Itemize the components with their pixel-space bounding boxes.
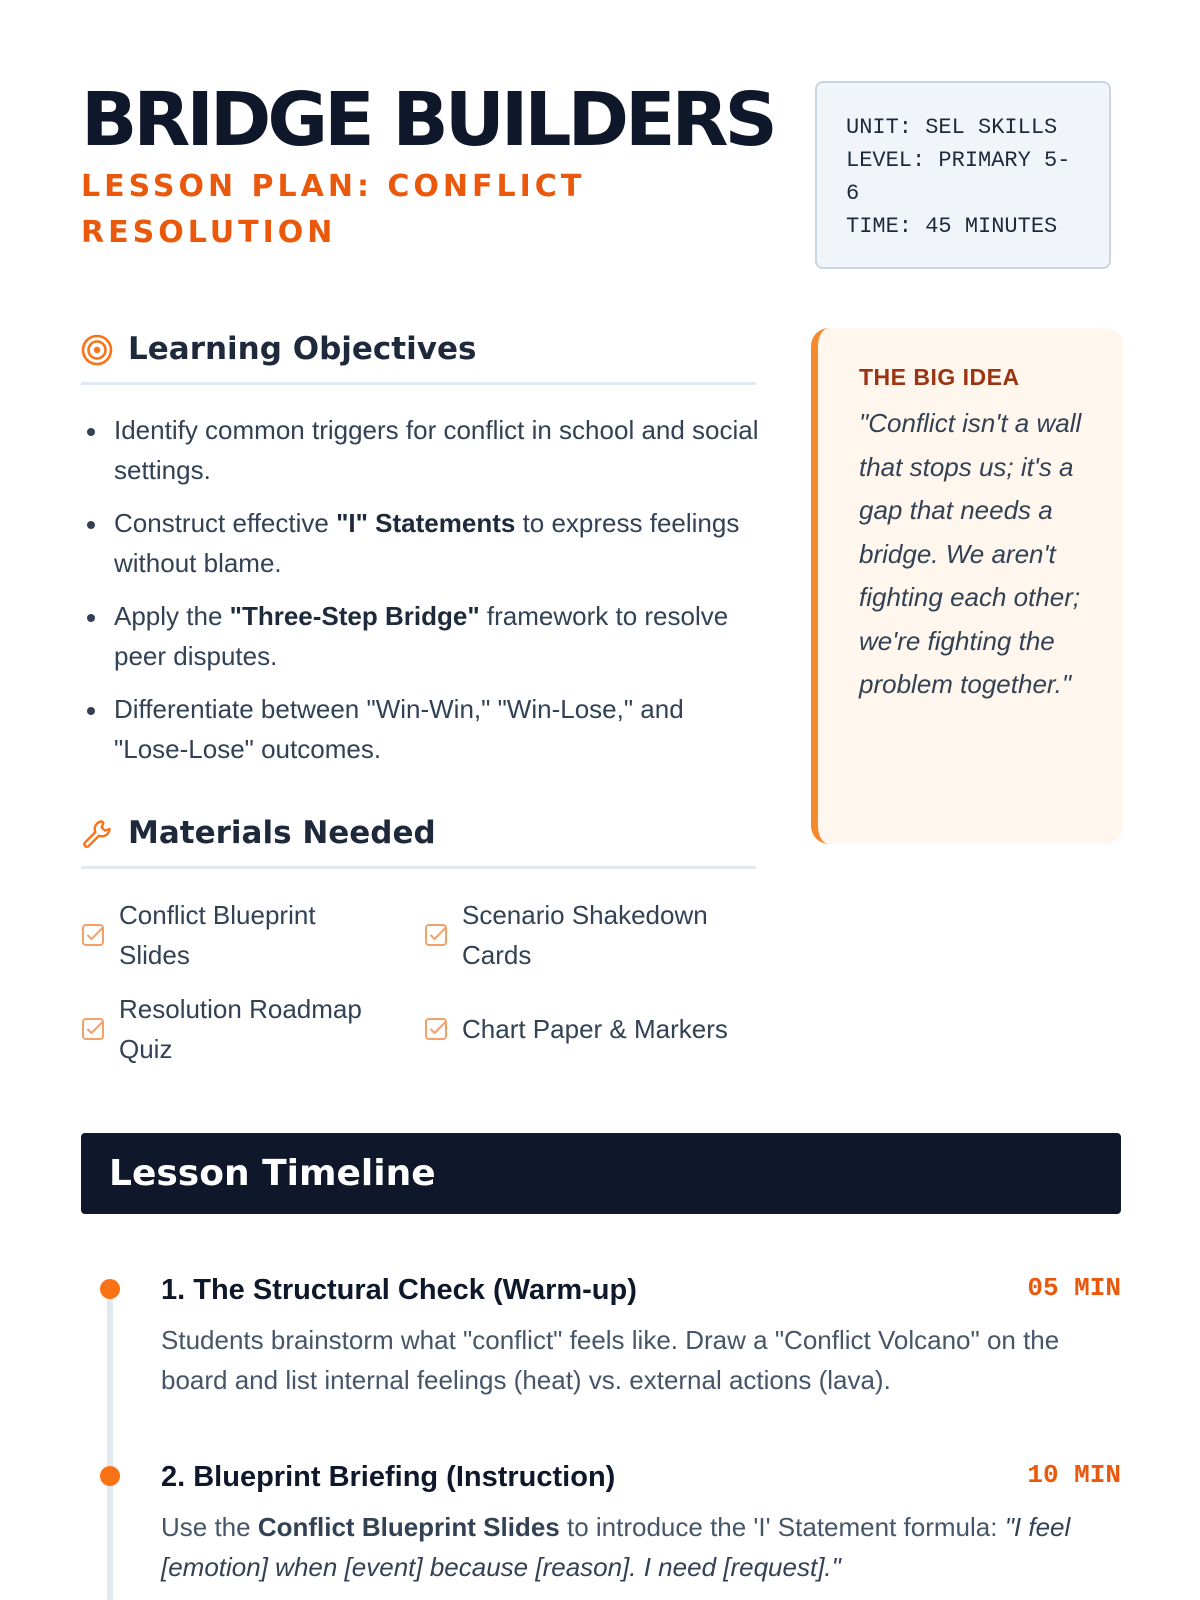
objective-text: framework to resolve peer disputes. [114,601,729,671]
step-title: 2. Blueprint Briefing (Instruction) [161,1461,616,1493]
material-item [424,989,728,1069]
step-duration: 05 MIN [1027,1273,1121,1303]
timeline-heading: Lesson Timeline [109,1153,436,1194]
step-description: Students brainstorm what "conflict" feels like. Draw a "Conflict Volcano" on the board and list internal feelings (heat) vs. external actions (lava). [161,1325,1060,1395]
objectives-heading: Learning Objectives [128,331,477,367]
materials-heading: Materials Needed [128,815,436,851]
checkbox-icon [81,923,105,947]
meta-level-cont: 6 [846,181,860,206]
material-label [119,895,316,975]
bullet-icon [87,614,95,622]
meta-unit: UNIT: SEL SKILLS [846,115,1058,140]
material-item [81,895,316,975]
page-subtitle: LESSON PLAN: CONFLICT RESOLUTION [81,169,586,250]
checkbox-icon [424,923,448,947]
objective-emphasis: "Three-Step Bridge" [229,601,480,631]
materials-grid [81,895,761,1085]
material-label-line: Cards [462,940,532,970]
step-duration: 10 MIN [1027,1460,1121,1490]
materials-header [81,810,756,869]
step-desc-text: Use the [161,1512,258,1542]
material-item [424,895,708,975]
timeline-dot-icon [100,1279,120,1299]
list-item [81,596,761,676]
step-desc-formula: "I feel [emotion] when [event] because [reason]. I need [request]." [161,1512,1071,1582]
bullet-icon [87,521,95,529]
objective-text: Apply the [114,601,230,631]
wrench-icon [81,818,113,850]
list-item [81,410,761,490]
objective-emphasis: "I" Statements [336,508,516,538]
checkbox-icon [424,1017,448,1041]
objective-text: to express feelings without blame. [114,508,740,578]
material-label [462,895,708,975]
lesson-meta-box [815,81,1111,269]
meta-time: TIME: 45 MINUTES [846,214,1058,239]
list-item [81,503,761,583]
material-label-line: Resolution Roadmap [119,994,362,1024]
objectives-list [81,410,761,782]
timeline-line [107,1288,113,1600]
bullet-icon [87,428,95,436]
step-description [161,1507,1121,1587]
list-item [81,689,761,769]
material-label-line: Slides [119,940,190,970]
page-title: BRIDGE BUILDERS [81,77,774,163]
big-idea-callout [811,328,1123,844]
meta-level: LEVEL: PRIMARY 5- [846,148,1071,173]
step-title: 1. The Structural Check (Warm-up) [161,1274,637,1306]
objective-text: Construct effective [114,508,337,538]
step-desc-emphasis: Conflict Blueprint Slides [257,1512,560,1542]
objective-text: Identify common triggers for conflict in school and social settings. [114,415,759,485]
bullet-icon [87,707,95,715]
target-icon [81,334,113,366]
checkbox-icon [81,1017,105,1041]
big-idea-label: THE BIG IDEA [859,364,1020,390]
big-idea-quote: "Conflict isn't a wall that stops us; it's a gap that needs a bridge. We aren't fighting each other; we're fighting the problem together." [859,408,1082,699]
material-label [119,989,362,1069]
step-desc-text: to introduce the 'I' Statement formula: [559,1512,1005,1542]
material-label-line: Quiz [119,1034,173,1064]
lesson-plan-page [81,0,1121,1600]
material-label: Chart Paper & Markers [462,1014,728,1044]
objectives-header [81,326,756,385]
material-item [81,989,362,1069]
timeline-header [81,1133,1121,1214]
material-label-line: Scenario Shakedown [462,900,708,930]
material-label-line: Conflict Blueprint [119,900,316,930]
timeline-dot-icon [100,1466,120,1486]
objective-text: Differentiate between "Win-Win," "Win-Lose," and "Lose-Lose" outcomes. [114,694,684,764]
